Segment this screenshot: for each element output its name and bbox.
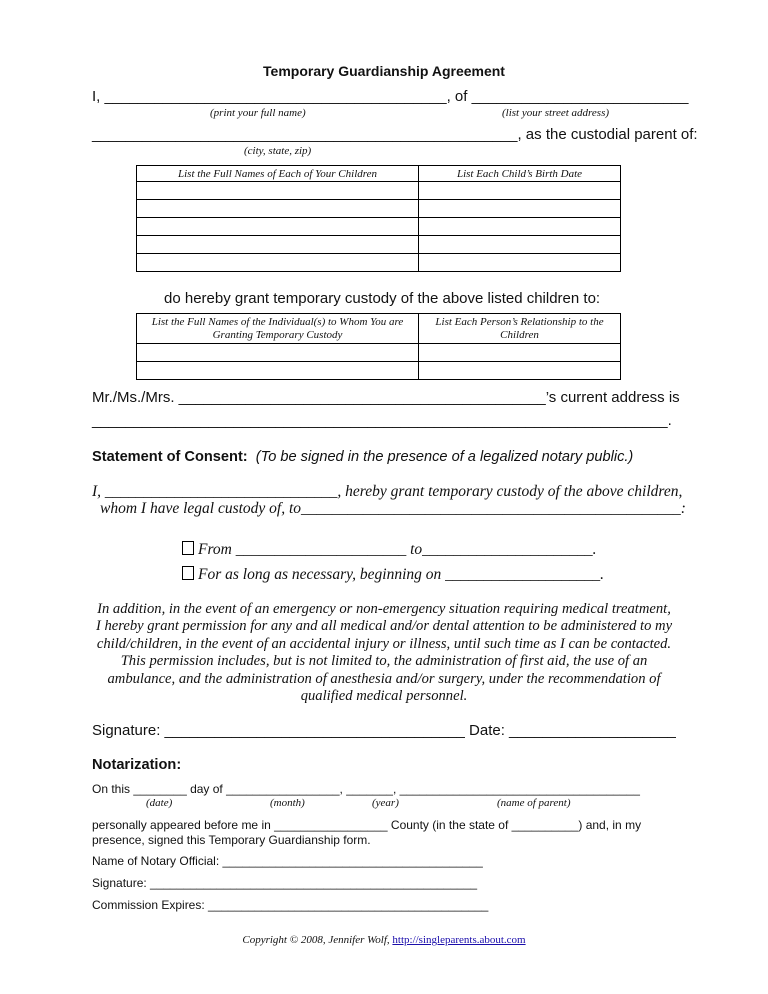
address-title: Mr./Ms./Mrs. [92, 389, 179, 406]
child-name-cell[interactable] [137, 254, 419, 272]
intro-of: , of [446, 88, 472, 105]
caption-month: (month) [270, 797, 305, 809]
option-from-to-text: From ______________________ to______________________. [198, 541, 597, 558]
option-from-to[interactable] [182, 541, 597, 559]
footer-link[interactable]: http://singleparents.about.com [392, 934, 526, 946]
city-state-zip-blank[interactable]: ___________________________________________________ [92, 126, 518, 143]
consent-heading-line [92, 449, 633, 465]
children-name-header: List the Full Names of Each of Your Children [137, 166, 419, 182]
address-suffix: ’s current address is [545, 389, 680, 406]
custodial-parent-text: , as the custodial parent of: [517, 126, 698, 143]
intro-line-1 [92, 88, 688, 105]
consent-line-1[interactable]: I, ______________________________, hereby grant temporary custody of the above children, [92, 483, 683, 500]
signature-date-line[interactable]: Signature: ____________________________________ Date: ____________________ [92, 722, 676, 739]
child-name-cell[interactable] [137, 218, 419, 236]
appeared-line-1[interactable]: personally appeared before me in _________________ County (in the state of __________) and, in my [92, 818, 642, 832]
custodian-name-blank[interactable]: ____________________________________________ [178, 389, 546, 406]
consent-line-2[interactable]: whom I have legal custody of, to_________________________________________________: [100, 500, 686, 517]
notary-day-line[interactable]: On this ________ day of _________________, _______, ____________________________________ [92, 782, 640, 796]
caption-city-state-zip: (city, state, zip) [244, 145, 312, 157]
consent-note: (To be signed in the presence of a legalized notary public.) [255, 449, 634, 465]
grant-line: do hereby grant temporary custody of the above listed children to: [164, 290, 601, 307]
child-birthdate-cell[interactable] [419, 182, 621, 200]
page-title: Temporary Guardianship Agreement [263, 63, 505, 79]
custodian-name-cell[interactable] [137, 362, 419, 380]
custodian-name-cell[interactable] [137, 344, 419, 362]
caption-year: (year) [372, 797, 399, 809]
caption-full-name: (print your full name) [210, 107, 306, 119]
address-line-1 [92, 389, 680, 406]
option-as-long-text: For as long as necessary, beginning on ____________________. [198, 566, 604, 583]
caption-name-of-parent: (name of parent) [497, 797, 571, 809]
consent-heading: Statement of Consent: [92, 449, 248, 465]
child-birthdate-cell[interactable] [419, 236, 621, 254]
custodian-relationship-cell[interactable] [419, 362, 621, 380]
address-line-2[interactable]: _____________________________________________________________________. [92, 412, 672, 429]
notary-name-line[interactable]: Name of Notary Official: _______________________________________ [92, 854, 483, 868]
appeared-line-2: presence, signed this Temporary Guardianship form. [92, 833, 371, 847]
notarization-heading: Notarization: [92, 757, 182, 773]
children-table [136, 165, 621, 272]
child-name-cell[interactable] [137, 200, 419, 218]
child-name-cell[interactable] [137, 182, 419, 200]
child-birthdate-cell[interactable] [419, 254, 621, 272]
children-birthdate-header: List Each Child’s Birth Date [419, 166, 621, 182]
custodian-name-header: List the Full Names of the Individual(s) to Whom You are Granting Temporary Custody [137, 314, 419, 344]
intro-line-2 [92, 126, 698, 143]
custodian-relationship-header: List Each Person’s Relationship to the Children [419, 314, 621, 344]
checkbox-icon[interactable] [182, 541, 194, 555]
footer [0, 934, 768, 946]
checkbox-icon[interactable] [182, 566, 194, 580]
caption-date: (date) [146, 797, 173, 809]
custodian-relationship-cell[interactable] [419, 344, 621, 362]
custodian-table [136, 313, 621, 380]
caption-street-address: (list your street address) [502, 107, 610, 119]
medical-permission-paragraph: In addition, in the event of an emergency or non-emergency situation requiring medical treatment, I hereby grant permission for any and all medical and/or dental attention to be administered to my child/children, in the event of an accidental injury or illness, until such time as I can be contacted. This permission includes, but is not limited to, the administration of first aid, the use of an ambulance, and the administration of anesthesia and/or surgery, under the recommendation of qualified medical personnel. [95, 601, 673, 705]
copyright-text: Copyright © 2008, Jennifer Wolf, [242, 934, 393, 946]
full-name-blank[interactable]: _________________________________________ [104, 88, 447, 105]
intro-i: I, [92, 88, 105, 105]
commission-expires-line[interactable]: Commission Expires: __________________________________________ [92, 898, 489, 912]
option-as-long-as-necessary[interactable] [182, 566, 604, 584]
notary-signature-line[interactable]: Signature: _________________________________________________ [92, 876, 478, 890]
child-name-cell[interactable] [137, 236, 419, 254]
child-birthdate-cell[interactable] [419, 200, 621, 218]
street-address-blank[interactable]: __________________________ [471, 88, 689, 105]
child-birthdate-cell[interactable] [419, 218, 621, 236]
